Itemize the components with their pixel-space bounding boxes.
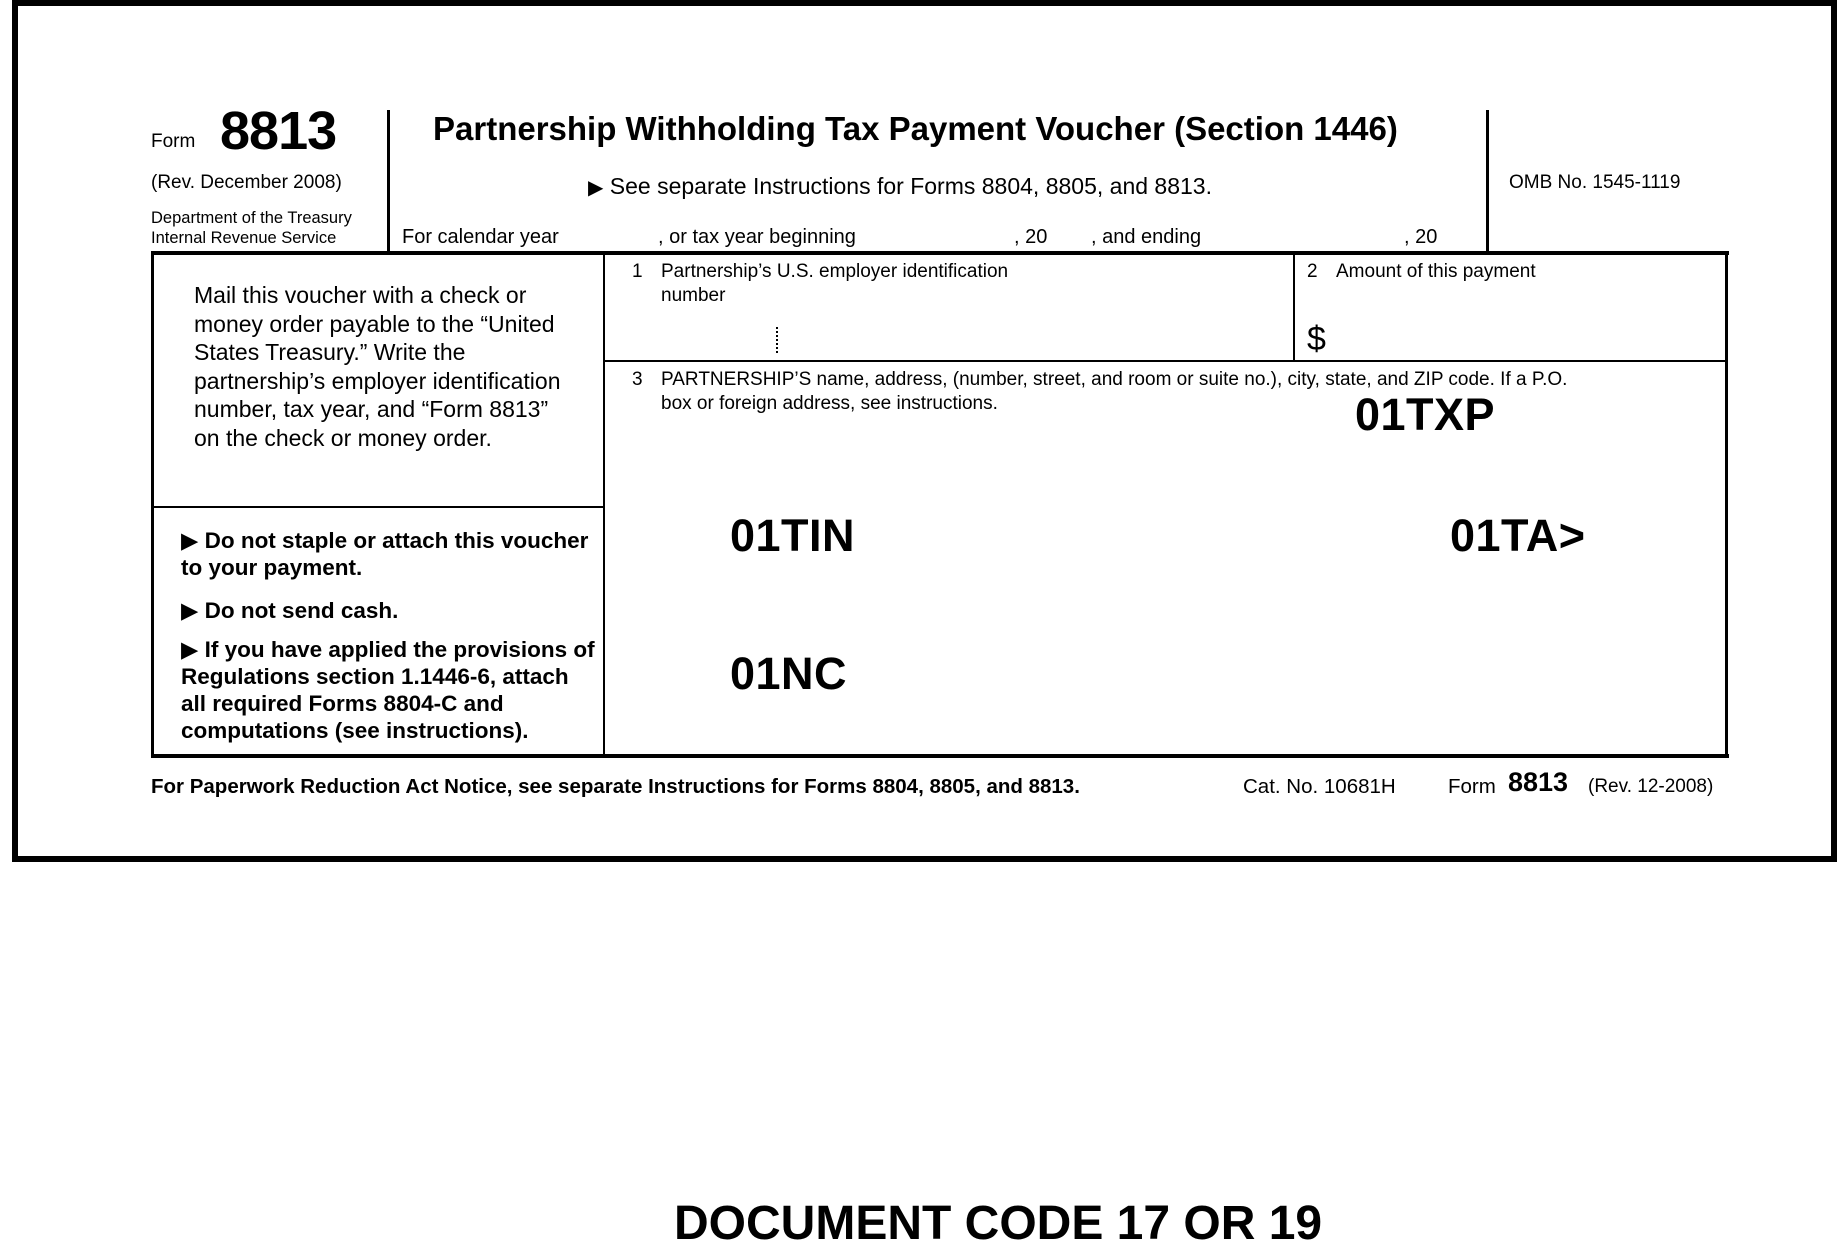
agency-name: Internal Revenue Service xyxy=(151,229,337,247)
ein-separator xyxy=(776,327,778,353)
footer-form-number: 8813 xyxy=(1508,767,1569,797)
field1-number: 1 xyxy=(632,261,643,282)
form-label: Form xyxy=(151,131,196,152)
tax-year-beginning-label: , or tax year beginning xyxy=(658,226,856,248)
field1-field2-divider xyxy=(1293,253,1295,361)
mail-instructions: Mail this voucher with a check or money order payable to the “United States Treasury.” Write the partnership’s employer identification number, tax year, and “Form 8813” on the check or money order. xyxy=(194,282,561,451)
footer-form-label: Form xyxy=(1448,775,1496,798)
bullet-regulations xyxy=(181,636,599,744)
arrow-right-icon: ▶ xyxy=(181,598,199,623)
paperwork-notice: For Paperwork Reduction Act Notice, see separate Instructions for Forms 8804, 8805, and 8813. xyxy=(151,775,1080,798)
main-box-left-border xyxy=(151,251,154,758)
left-panel-separator xyxy=(153,506,603,508)
code-nc: 01NC xyxy=(730,648,848,699)
code-txp: 01TXP xyxy=(1355,389,1496,440)
footer-revision: (Rev. 12-2008) xyxy=(1588,776,1714,797)
instructions-line xyxy=(588,173,1212,200)
dollar-sign: $ xyxy=(1307,320,1326,358)
left-panel-divider xyxy=(603,253,605,756)
main-box-top-border xyxy=(151,251,1729,255)
header-divider-right xyxy=(1486,110,1489,252)
field3-number: 3 xyxy=(632,369,643,390)
catalog-number: Cat. No. 10681H xyxy=(1243,775,1396,798)
bullet-no-staple xyxy=(181,527,591,581)
field2-label: Amount of this payment xyxy=(1336,261,1536,282)
field-row-separator xyxy=(605,360,1725,362)
bullet-no-cash xyxy=(181,597,591,624)
arrow-right-icon: ▶ xyxy=(181,637,199,662)
form-number: 8813 xyxy=(220,101,337,161)
arrow-right-icon: ▶ xyxy=(588,177,604,199)
field1-label-line2: number xyxy=(661,285,726,306)
instructions-text: See separate Instructions for Forms 8804, 8805, and 8813. xyxy=(609,173,1212,199)
omb-number: OMB No. 1545-1119 xyxy=(1509,172,1681,193)
field3-label-line2: box or foreign address, see instructions. xyxy=(661,393,998,414)
document-code: DOCUMENT CODE 17 OR 19 xyxy=(674,1197,1323,1250)
arrow-right-icon: ▶ xyxy=(181,528,199,553)
bullet-regulations-text: If you have applied the provisions of Regulations section 1.1446-6, attach all required Forms 8804-C and computations (see instructions). xyxy=(181,637,595,743)
main-box-bottom-border xyxy=(151,754,1729,758)
field3-label-line1: PARTNERSHIP’S name, address, (number, street, and room or suite no.), city, state, and ZIP code. If a P.O. xyxy=(661,369,1568,390)
form-title: Partnership Withholding Tax Payment Voucher (Section 1446) xyxy=(433,110,1398,147)
main-box-right-border xyxy=(1725,251,1728,758)
and-ending-label: , and ending xyxy=(1091,226,1202,248)
header-divider-left xyxy=(387,110,390,252)
bullet-no-cash-text: Do not send cash. xyxy=(204,598,399,623)
calendar-year-label: For calendar year xyxy=(402,226,559,248)
field1-label-line1: Partnership’s U.S. employer identification xyxy=(661,261,1009,282)
revision-date: (Rev. December 2008) xyxy=(151,172,342,193)
code-tin: 01TIN xyxy=(730,510,856,561)
year-prefix-begin: , 20 xyxy=(1014,226,1048,248)
year-prefix-end: , 20 xyxy=(1404,226,1438,248)
field2-number: 2 xyxy=(1307,261,1318,282)
bullet-no-staple-text: Do not staple or attach this voucher to your payment. xyxy=(181,528,589,580)
code-ta: 01TA> xyxy=(1450,510,1586,561)
department-name: Department of the Treasury xyxy=(151,209,352,227)
